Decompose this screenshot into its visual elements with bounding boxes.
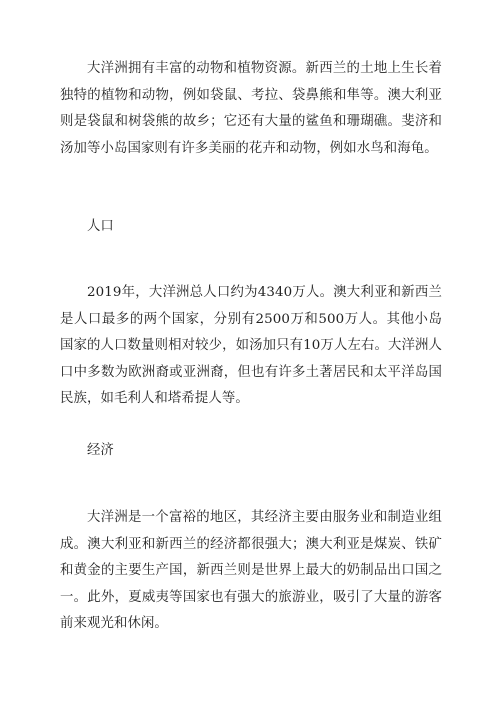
intro-paragraph: 大洋洲拥有丰富的动物和植物资源。新西兰的土地上生长着独特的植物和动物，例如袋鼠、考拉、袋鼻熊和隼等。澳大利亚则是袋鼠和树袋熊的故乡；它还有大量的鲨鱼和珊瑚礁。斐济和汤加等小岛国家则有许多美丽的花卉和动物，例如水鸟和海龟。	[60, 61, 442, 156]
population-paragraph: 2019年，大洋洲总人口约为4340万人。澳大利亚和新西兰是人口最多的两个国家，分别有2500万和500万人。其他小岛国家的人口数量则相对较少，如汤加只有10万人左右。大洋洲人口中多数为欧洲裔或亚洲裔，但也有许多土著居民和太平洋岛国民族，如毛利人和塔希提人等。	[60, 285, 442, 406]
section-heading-economy: 经济	[87, 443, 114, 458]
economy-paragraph: 大洋洲是一个富裕的地区，其经济主要由服务业和制造业组成。澳大利亚和新西兰的经济都很强大；澳大利亚是煤炭、铁矿和黄金的主要生产国，新西兰则是世界上最大的奶制品出口国之一。此外，夏威夷等国家也有强大的旅游业，吸引了大量的游客前来观光和休闲。	[60, 510, 442, 631]
section-heading-population: 人口	[87, 219, 114, 234]
